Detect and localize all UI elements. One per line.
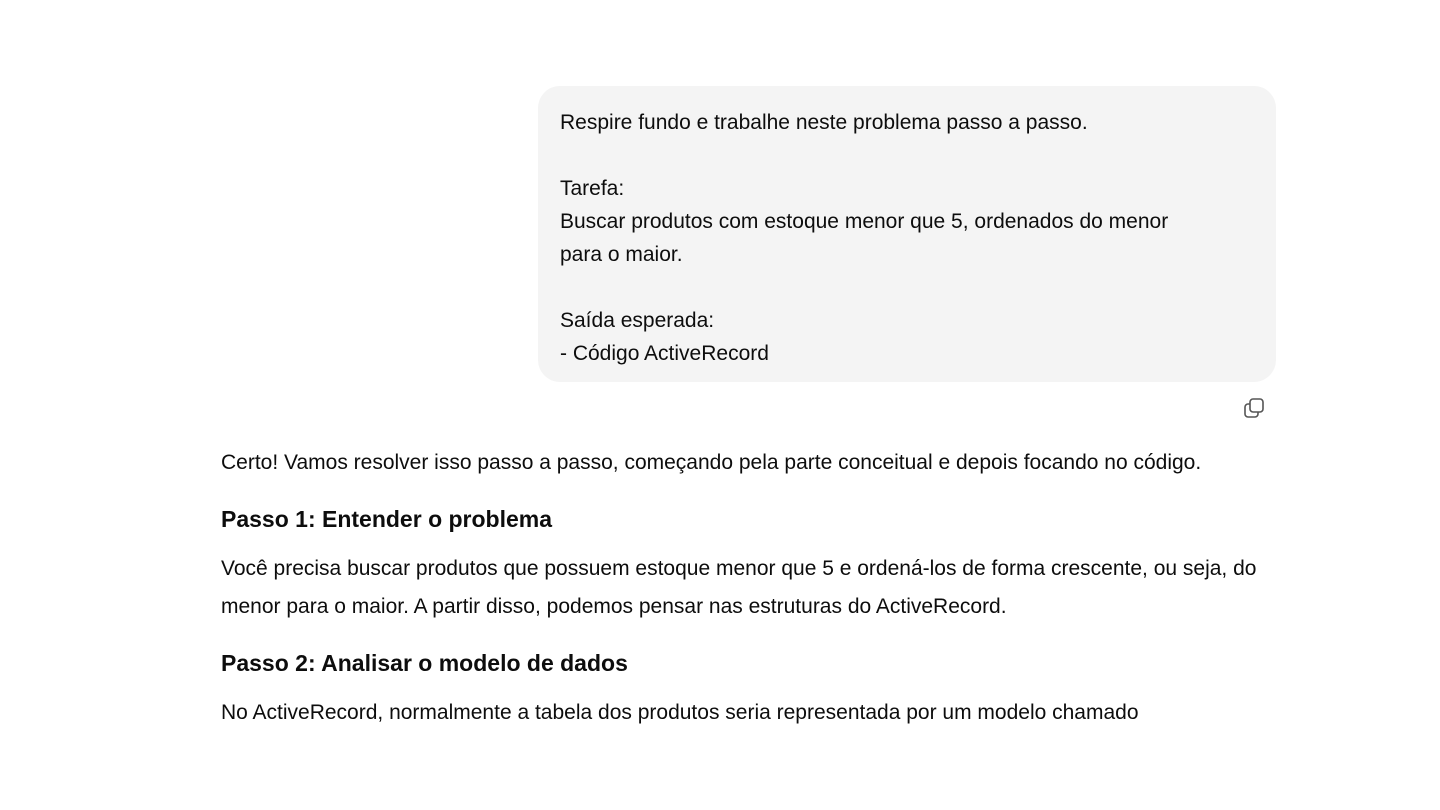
step1-heading: Passo 1: Entender o problema <box>221 506 553 532</box>
assistant-message <box>221 444 1281 732</box>
step2-paragraph: No ActiveRecord, normalmente a tabela dos produtos seria representada por um modelo chamado <box>221 701 1139 724</box>
user-message-bubble: Respire fundo e trabalhe neste problema passo a passo. Tarefa: Buscar produtos com estoque menor que 5, ordenados do menor para o maior. Saída esperada: - Código ActiveRecord <box>538 86 1276 382</box>
step1-paragraph: Você precisa buscar produtos que possuem estoque menor que 5 e ordená-los de forma crescente, ou seja, do menor para o maior. A partir disso, podemos pensar nas estruturas do ActiveRecord. <box>221 557 1257 618</box>
assistant-intro: Certo! Vamos resolver isso passo a passo, começando pela parte conceitual e depois focando no código. <box>221 451 1202 474</box>
copy-icon <box>1242 396 1266 425</box>
step2-heading: Passo 2: Analisar o modelo de dados <box>221 650 628 676</box>
copy-button[interactable] <box>1240 396 1268 424</box>
